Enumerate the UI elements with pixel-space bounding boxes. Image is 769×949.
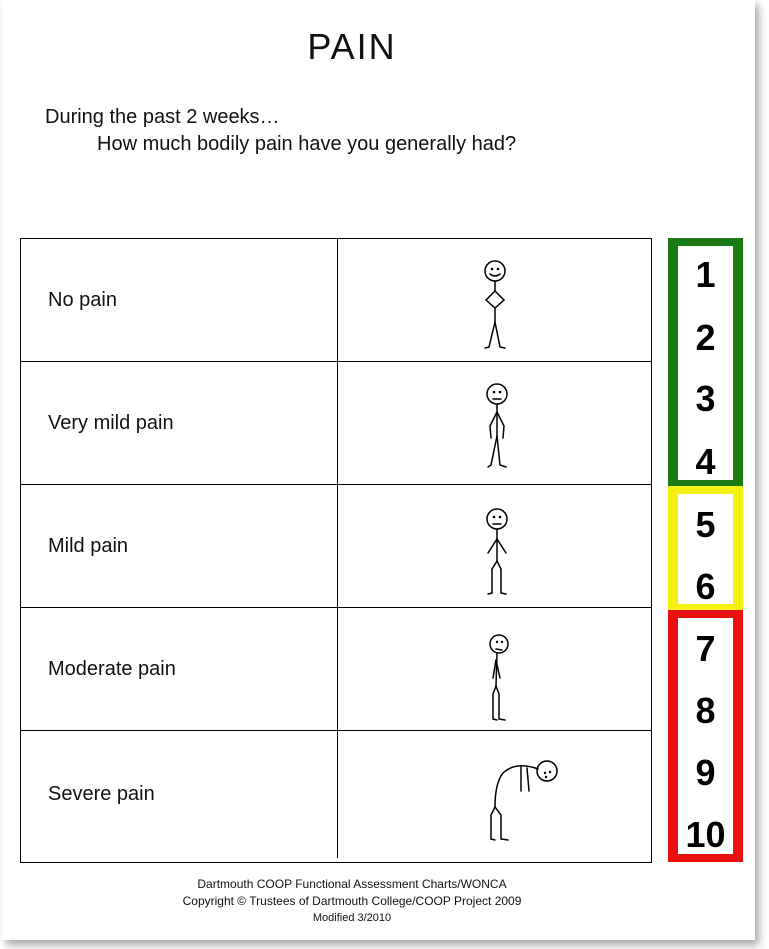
row-label: No pain (48, 288, 117, 311)
scale-green-block (668, 238, 743, 488)
footer-line-1: Dartmouth COOP Functional Assessment Charts/WONCA (197, 877, 507, 891)
footer-line-3: Modified 3/2010 (312, 912, 392, 924)
question-line-1: During the past 2 weeks… (45, 106, 280, 128)
bent-over-figure-icon (461, 739, 561, 854)
standing-smiling-figure-icon (461, 247, 541, 357)
scale-yellow-block (668, 486, 743, 612)
row-label: Very mild pain (48, 411, 174, 434)
scale-number-8: 8 (695, 690, 716, 731)
scale-number-6: 6 (695, 566, 716, 607)
chart-page (2, 0, 755, 940)
scale-number-1: 1 (695, 254, 716, 295)
column-divider (337, 362, 338, 484)
scale-number-7: 7 (695, 628, 716, 669)
table-row-severe-pain (21, 731, 651, 858)
footer-line-2: Copyright © Trustees of Dartmouth College/COOP Project 2009 (182, 894, 522, 908)
scale-red-inner (678, 618, 733, 854)
standing-neutral-figure-icon (461, 370, 541, 480)
scale-yellow-inner (678, 494, 733, 607)
scale-number-9: 9 (695, 752, 716, 793)
row-label: Severe pain (48, 783, 155, 805)
row-label: Mild pain (48, 534, 129, 557)
column-divider (337, 485, 338, 607)
leaning-figure-icon (461, 616, 541, 726)
scale-red-block (668, 610, 743, 862)
scale-number-2: 2 (695, 317, 716, 358)
page-title: PAIN (307, 26, 397, 67)
question-line-2: How much bodily pain have you generally had? (97, 133, 517, 155)
column-divider (337, 731, 338, 858)
table-row-mild-pain (21, 485, 651, 608)
standing-arms-down-figure-icon (461, 493, 541, 603)
column-divider (337, 239, 338, 361)
row-label: Moderate pain (48, 657, 176, 680)
table-row-no-pain (21, 239, 651, 362)
table-row-moderate-pain (21, 608, 651, 731)
scale-number-3: 3 (695, 378, 716, 419)
table-row-very-mild-pain (21, 362, 651, 485)
scale-number-4: 4 (695, 441, 716, 482)
scale-green-inner (678, 246, 733, 480)
column-divider (337, 608, 338, 730)
pain-table (20, 238, 652, 863)
scale-number-10: 10 (685, 814, 726, 855)
scale-number-5: 5 (695, 504, 716, 545)
